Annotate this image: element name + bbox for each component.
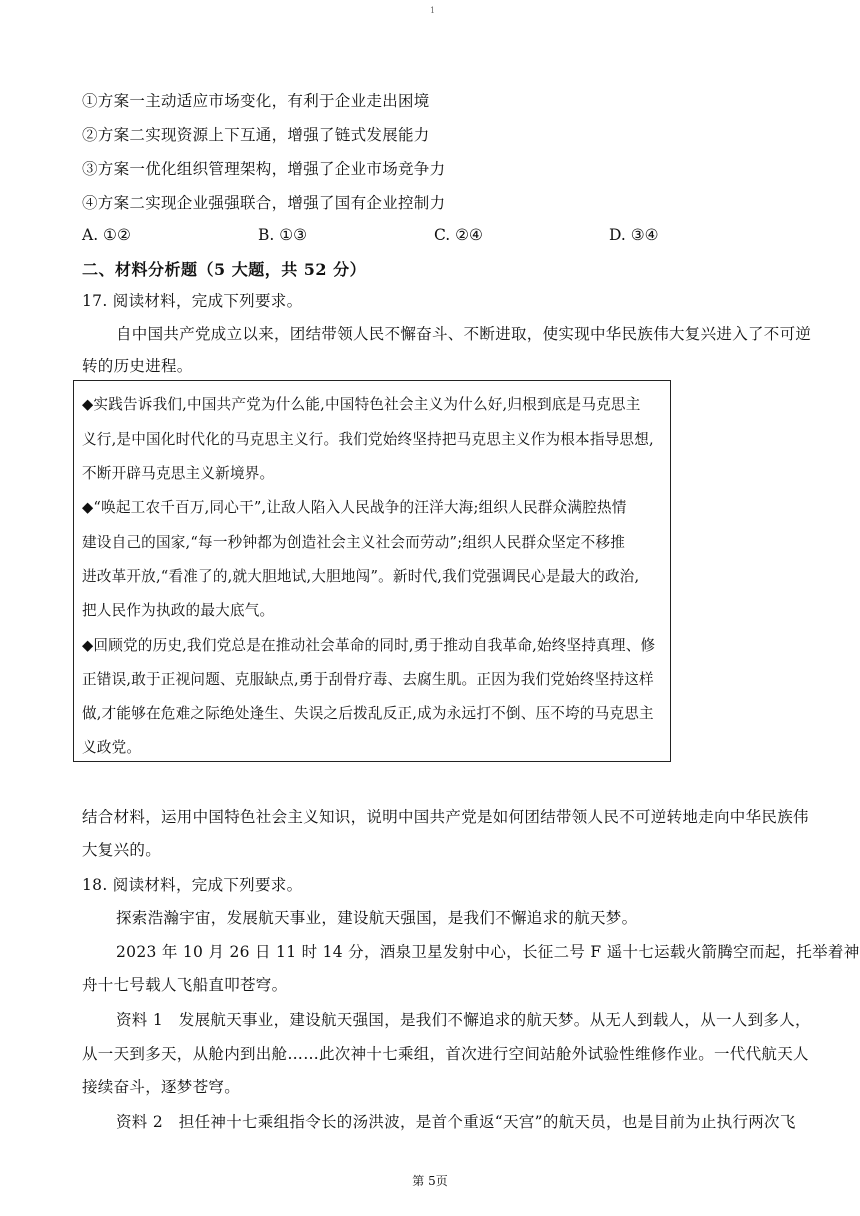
option-statement-4: ④方案二实现企业强强联合，增强了国有企业控制力 xyxy=(82,194,446,212)
q18-material-1-line-2: 从一天到多天，从舱内到出舱……此次神十七乘组，首次进行空间站舱外试验性维修作业。一代代航天人 xyxy=(82,1045,809,1063)
box-line: 建设自己的国家,“每一秒钟都为创造社会主义社会而劳动”;组织人民群众坚定不移推 xyxy=(82,534,626,551)
box-line: 正错误,敢于正视问题、克服缺点,勇于刮骨疗毒、去腐生肌。正因为我们党始终坚持这样 xyxy=(82,671,654,688)
q18-material-2-line-1: 资料 2 担任神十七乘组指令长的汤洪波，是首个重返“天宫”的航天员，也是目前为止执行两次飞 xyxy=(116,1113,796,1131)
q17-question-line-1: 结合材料，运用中国特色社会主义知识，说明中国共产党是如何团结带领人民不可逆转地走向中华民族伟 xyxy=(82,808,809,826)
q18-prompt: 18. 阅读材料，完成下列要求。 xyxy=(82,876,303,894)
q17-question-line-2: 大复兴的。 xyxy=(82,841,162,859)
box-line: 义行,是中国化时代化的马克思主义行。我们党始终坚持把马克思主义作为根本指导思想, xyxy=(82,431,654,448)
choice-b: B. ①③ xyxy=(258,226,308,244)
option-statement-3: ③方案一优化组织管理架构，增强了企业市场竞争力 xyxy=(82,160,446,178)
box-line: ◆“唤起工农千百万,同心干”,让敌人陷入人民战争的汪洋大海;组织人民群众满腔热情 xyxy=(82,499,627,516)
choice-c: C. ②④ xyxy=(434,226,483,244)
section-title: 二、材料分析题（5 大题，共 52 分） xyxy=(82,260,367,279)
box-line: 义政党。 xyxy=(82,739,142,756)
q18-material-1-line-1: 资料 1 发展航天事业，建设航天强国，是我们不懈追求的航天梦。从无人到载人，从一人到多人， xyxy=(116,1011,811,1029)
box-line: ◆实践告诉我们,中国共产党为什么能,中国特色社会主义为什么好,归根到底是马克思主 xyxy=(82,396,641,413)
header-mark: 1 xyxy=(430,6,436,15)
box-line: 进改革开放,“看准了的,就大胆地试,大胆地闯”。新时代,我们党强调民心是最大的政治, xyxy=(82,568,640,585)
material-box xyxy=(73,380,671,762)
q18-line-2: 2023 年 10 月 26 日 11 时 14 分，酒泉卫星发射中心，长征二号 F 遥十七运载火箭腾空而起，托举着神 xyxy=(116,943,860,961)
q18-line-3: 舟十七号载人飞船直叩苍穹。 xyxy=(82,976,288,994)
box-line: 不断开辟马克思主义新境界。 xyxy=(82,465,275,482)
choice-a: A. ①② xyxy=(82,226,131,244)
q17-intro-line-2: 转的历史进程。 xyxy=(82,357,193,375)
choice-d: D. ③④ xyxy=(609,226,659,244)
option-statement-2: ②方案二实现资源上下互通，增强了链式发展能力 xyxy=(82,126,430,144)
q18-line-1: 探索浩瀚宇宙，发展航天事业，建设航天强国，是我们不懈追求的航天梦。 xyxy=(116,909,638,927)
q18-material-1-line-3: 接续奋斗，逐梦苍穹。 xyxy=(82,1078,241,1096)
box-line: 做,才能够在危难之际绝处逢生、失误之后拨乱反正,成为永远打不倒、压不垮的马克思主 xyxy=(82,705,654,722)
box-line: 把人民作为执政的最大底气。 xyxy=(82,602,275,619)
q17-prompt: 17. 阅读材料，完成下列要求。 xyxy=(82,292,303,310)
option-statement-1: ①方案一主动适应市场变化，有利于企业走出困境 xyxy=(82,92,430,110)
box-line: ◆回顾党的历史,我们党总是在推动社会革命的同时,勇于推动自我革命,始终坚持真理、修 xyxy=(82,637,656,654)
page-number: 第 5页 xyxy=(412,1174,448,1188)
q17-intro-line-1: 自中国共产党成立以来，团结带领人民不懈奋斗、不断进取，使实现中华民族伟大复兴进入了不可逆 xyxy=(116,325,812,343)
